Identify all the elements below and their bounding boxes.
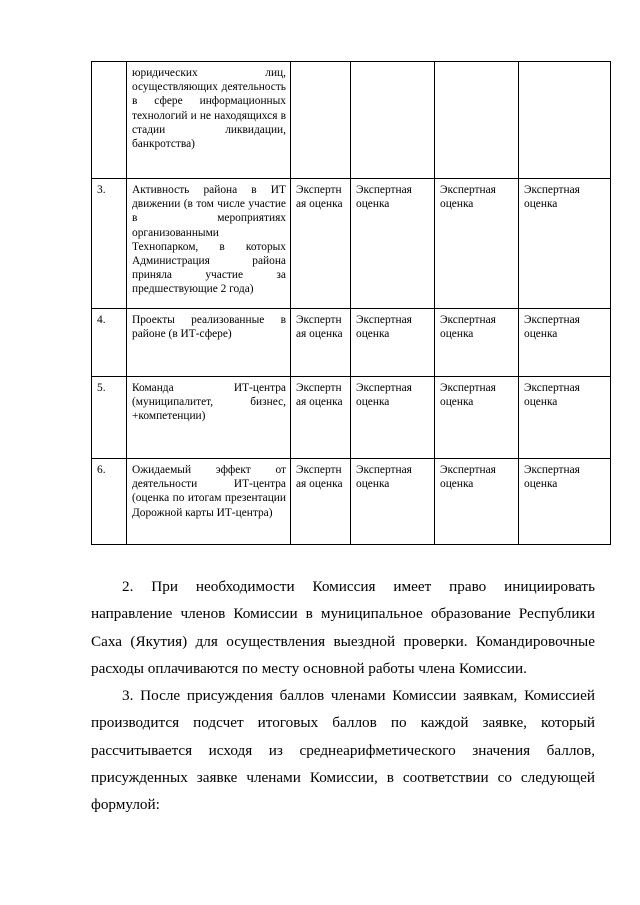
- row-number: [92, 62, 127, 179]
- score-cell: Экспертная оценка: [519, 179, 611, 309]
- criterion-cell: Проекты реализованные в районе (в ИТ-сфере): [127, 309, 291, 377]
- score-cell: Экспертная оценка: [435, 377, 519, 459]
- criterion-cell: Активность района в ИТ движении (в том числе участие в мероприятиях организованными Технопарком, в которых Администрация района приняла участие за предшествующие 2 года): [127, 179, 291, 309]
- criteria-table: [91, 61, 611, 545]
- score-cell: Экспертная оценка: [351, 459, 435, 545]
- table-row: [92, 309, 611, 377]
- criterion-cell: Команда ИТ-центра (муниципалитет, бизнес, +компетенции): [127, 377, 291, 459]
- score-cell: Экспертная оценка: [291, 179, 351, 309]
- score-cell: Экспертная оценка: [351, 179, 435, 309]
- row-number: 3.: [92, 179, 127, 309]
- score-cell: Экспертная оценка: [291, 309, 351, 377]
- score-cell: Экспертная оценка: [435, 459, 519, 545]
- score-cell: Экспертная оценка: [519, 309, 611, 377]
- criterion-cell: юридических лиц, осуществляющих деятельность в сфере информационных технологий и не находящихся в стадии ликвидации, банкротства): [127, 62, 291, 179]
- score-cell: Экспертная оценка: [519, 377, 611, 459]
- score-cell: Экспертная оценка: [435, 179, 519, 309]
- score-cell: Экспертная оценка: [519, 459, 611, 545]
- score-cell: Экспертная оценка: [351, 309, 435, 377]
- table-row: [92, 377, 611, 459]
- score-cell: Экспертная оценка: [291, 377, 351, 459]
- table-row: [92, 179, 611, 309]
- paragraph-3: 3. После присуждения баллов членами Комиссии заявкам, Комиссией производится подсчет итоговых баллов по каждой заявке, который рассчитывается исходя из среднеарифметического значения баллов, присужденных заявке членами Комиссии, в соответствии со следующей формулой:: [91, 687, 595, 814]
- body-text: [91, 573, 595, 819]
- score-cell: [351, 62, 435, 179]
- score-cell: Экспертная оценка: [435, 309, 519, 377]
- row-number: 6.: [92, 459, 127, 545]
- score-cell: [291, 62, 351, 179]
- score-cell: [519, 62, 611, 179]
- paragraph-2: 2. При необходимости Комиссия имеет право инициировать направление членов Комиссии в муниципальное образование Республики Саха (Якутия) для осуществления выездной проверки. Командировочные расходы оплачиваются по месту основной работы члена Комиссии.: [91, 578, 595, 677]
- criterion-cell: Ожидаемый эффект от деятельности ИТ-центра (оценка по итогам презентации Дорожной карты ИТ-центра): [127, 459, 291, 545]
- score-cell: [435, 62, 519, 179]
- row-number: 4.: [92, 309, 127, 377]
- score-cell: Экспертная оценка: [291, 459, 351, 545]
- score-cell: Экспертная оценка: [351, 377, 435, 459]
- row-number: 5.: [92, 377, 127, 459]
- table-row: [92, 62, 611, 179]
- table-row: [92, 459, 611, 545]
